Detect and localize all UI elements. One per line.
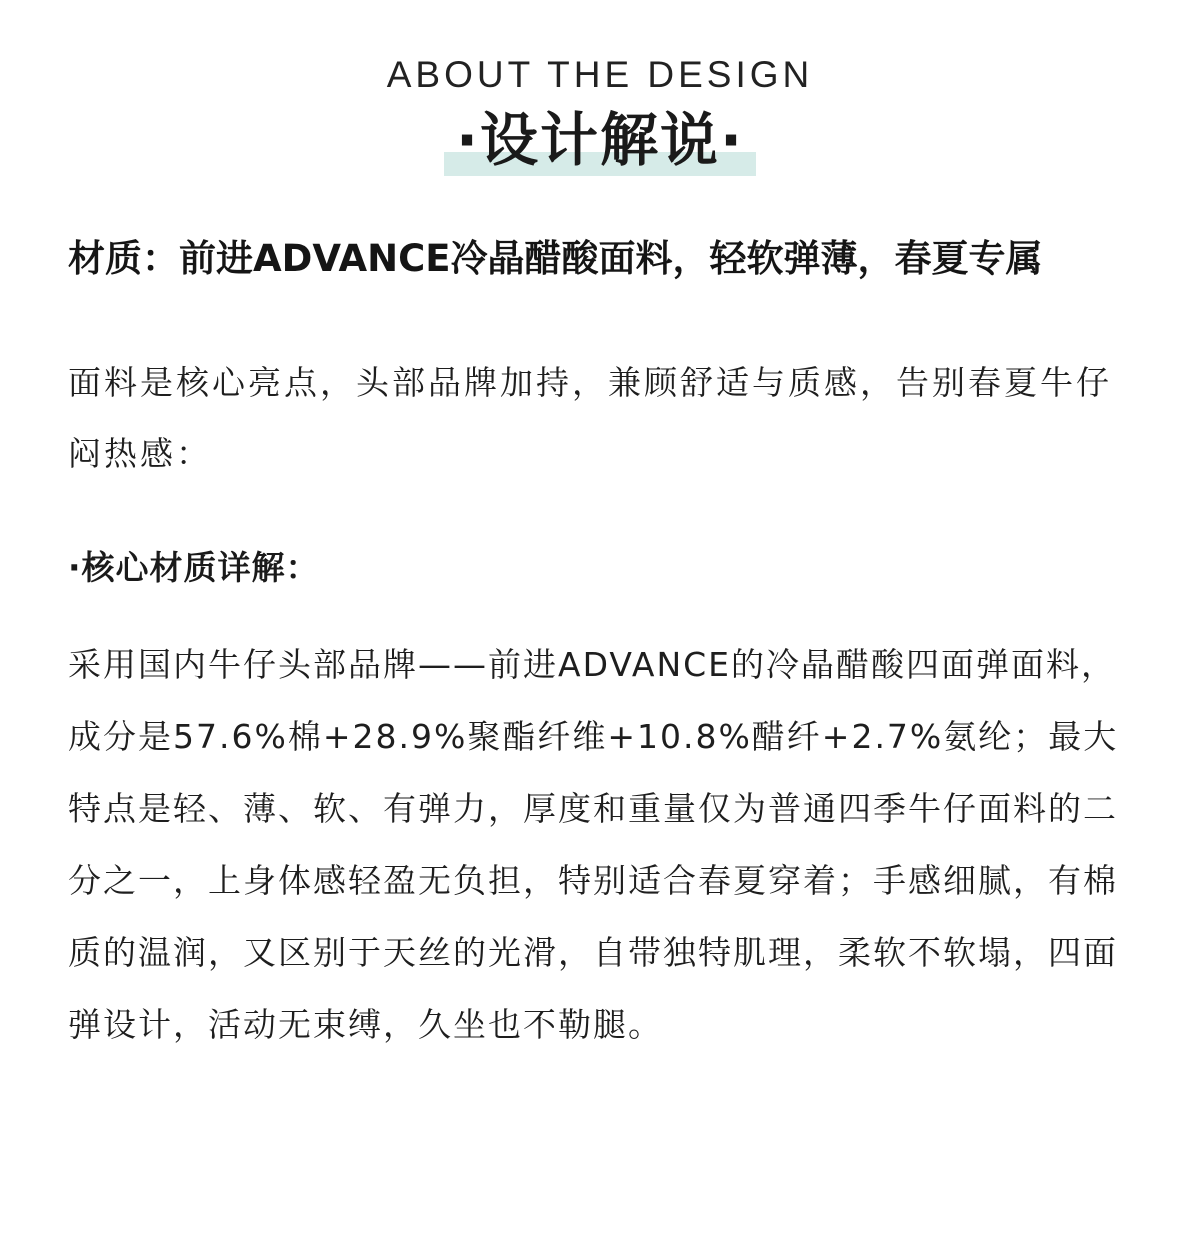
section-title-wrap xyxy=(444,102,756,178)
design-description xyxy=(68,230,1138,1061)
material-subheading: ·核心材质详解： xyxy=(68,548,320,587)
intro-paragraph: 面料是核心亮点，头部品牌加持，兼顾舒适与质感，告别春夏牛仔闷热感： xyxy=(68,363,1112,473)
section-header xyxy=(0,50,1200,178)
section-title: ·设计解说· xyxy=(455,106,745,174)
section-eyebrow: ABOUT THE DESIGN xyxy=(386,54,814,95)
material-detail-paragraph: 采用国内牛仔头部品牌——前进ADVANCE的冷晶醋酸四面弹面料，成分是57.6%棉+28.9%聚酯纤维+10.8%醋纤+2.7%氨纶；最大特点是轻、薄、软、有弹力，厚度和重量仅为普通四季牛仔面料的二分之一，上身体感轻盈无负担，特别适合春夏穿着；手感细腻，有棉质的温润，又区别于天丝的光滑，自带独特肌理，柔软不软塌，四面弹设计，活动无束缚，久坐也不勒腿。 xyxy=(68,645,1119,1044)
material-headline: 材质：前进ADVANCE冷晶醋酸面料，轻软弹薄，春夏专属 xyxy=(68,237,1043,280)
